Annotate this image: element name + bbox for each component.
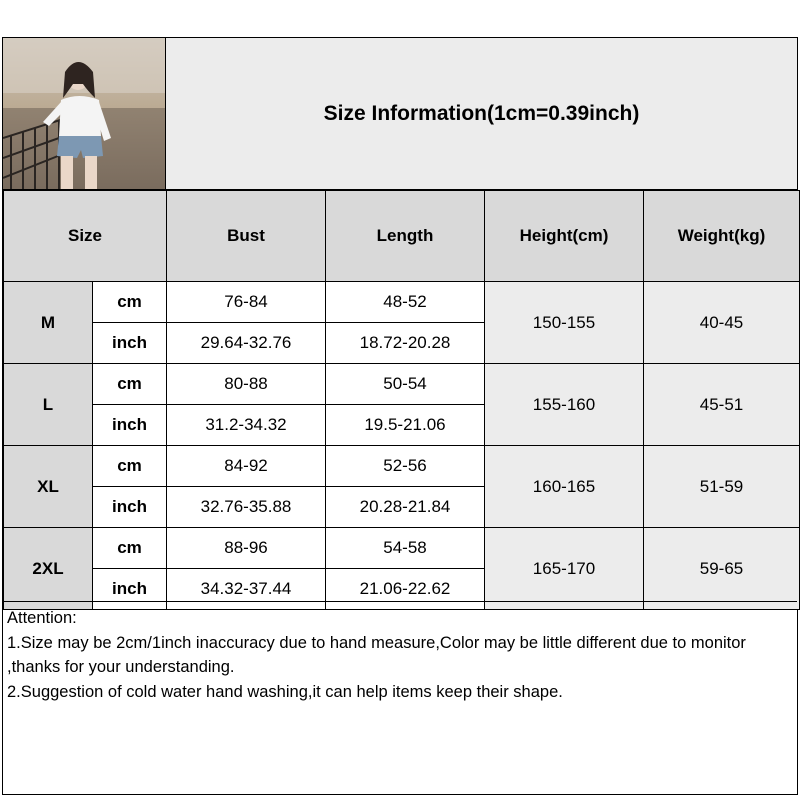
length-cm: 50-54 (326, 364, 485, 405)
size-label: XL (4, 446, 93, 528)
unit-inch: inch (93, 487, 167, 528)
attention-note-1: 1.Size may be 2cm/1inch inaccuracy due to hand measure,Color may be little different due to monitor ,thanks for your understanding. (7, 633, 746, 676)
table-header-row (4, 191, 800, 282)
bust-inch: 34.32-37.44 (167, 569, 326, 610)
header-bust: Bust (167, 191, 326, 282)
height-value: 150-155 (485, 282, 644, 364)
table-row (4, 446, 800, 487)
size-table (3, 190, 800, 610)
model-photo (3, 38, 166, 190)
size-label: M (4, 282, 93, 364)
bust-cm: 88-96 (167, 528, 326, 569)
bust-cm: 76-84 (167, 282, 326, 323)
height-value: 160-165 (485, 446, 644, 528)
size-info-title: Size Information(1cm=0.39inch) (166, 38, 797, 190)
unit-cm: cm (93, 282, 167, 323)
bust-inch: 31.2-34.32 (167, 405, 326, 446)
weight-value: 51-59 (644, 446, 800, 528)
unit-cm: cm (93, 528, 167, 569)
model-photo-image (3, 38, 165, 189)
length-inch: 21.06-22.62 (326, 569, 485, 610)
table-row (4, 282, 800, 323)
weight-value: 40-45 (644, 282, 800, 364)
height-value: 155-160 (485, 364, 644, 446)
attention-heading: Attention: (7, 609, 77, 627)
header-height: Height(cm) (485, 191, 644, 282)
height-value: 165-170 (485, 528, 644, 610)
length-cm: 52-56 (326, 446, 485, 487)
header-size: Size (4, 191, 167, 282)
bust-cm: 80-88 (167, 364, 326, 405)
attention-notes (3, 601, 797, 794)
bust-cm: 84-92 (167, 446, 326, 487)
length-inch: 19.5-21.06 (326, 405, 485, 446)
length-cm: 48-52 (326, 282, 485, 323)
header-weight: Weight(kg) (644, 191, 800, 282)
attention-note-2: 2.Suggestion of cold water hand washing,it can help items keep their shape. (7, 682, 563, 701)
length-cm: 54-58 (326, 528, 485, 569)
table-row (4, 364, 800, 405)
table-row (4, 528, 800, 569)
size-label: L (4, 364, 93, 446)
unit-inch: inch (93, 569, 167, 610)
header-length: Length (326, 191, 485, 282)
weight-value: 59-65 (644, 528, 800, 610)
bust-inch: 32.76-35.88 (167, 487, 326, 528)
size-chart-sheet (2, 37, 798, 795)
unit-inch: inch (93, 323, 167, 364)
unit-cm: cm (93, 364, 167, 405)
length-inch: 18.72-20.28 (326, 323, 485, 364)
bust-inch: 29.64-32.76 (167, 323, 326, 364)
length-inch: 20.28-21.84 (326, 487, 485, 528)
size-label: 2XL (4, 528, 93, 610)
unit-cm: cm (93, 446, 167, 487)
unit-inch: inch (93, 405, 167, 446)
weight-value: 45-51 (644, 364, 800, 446)
